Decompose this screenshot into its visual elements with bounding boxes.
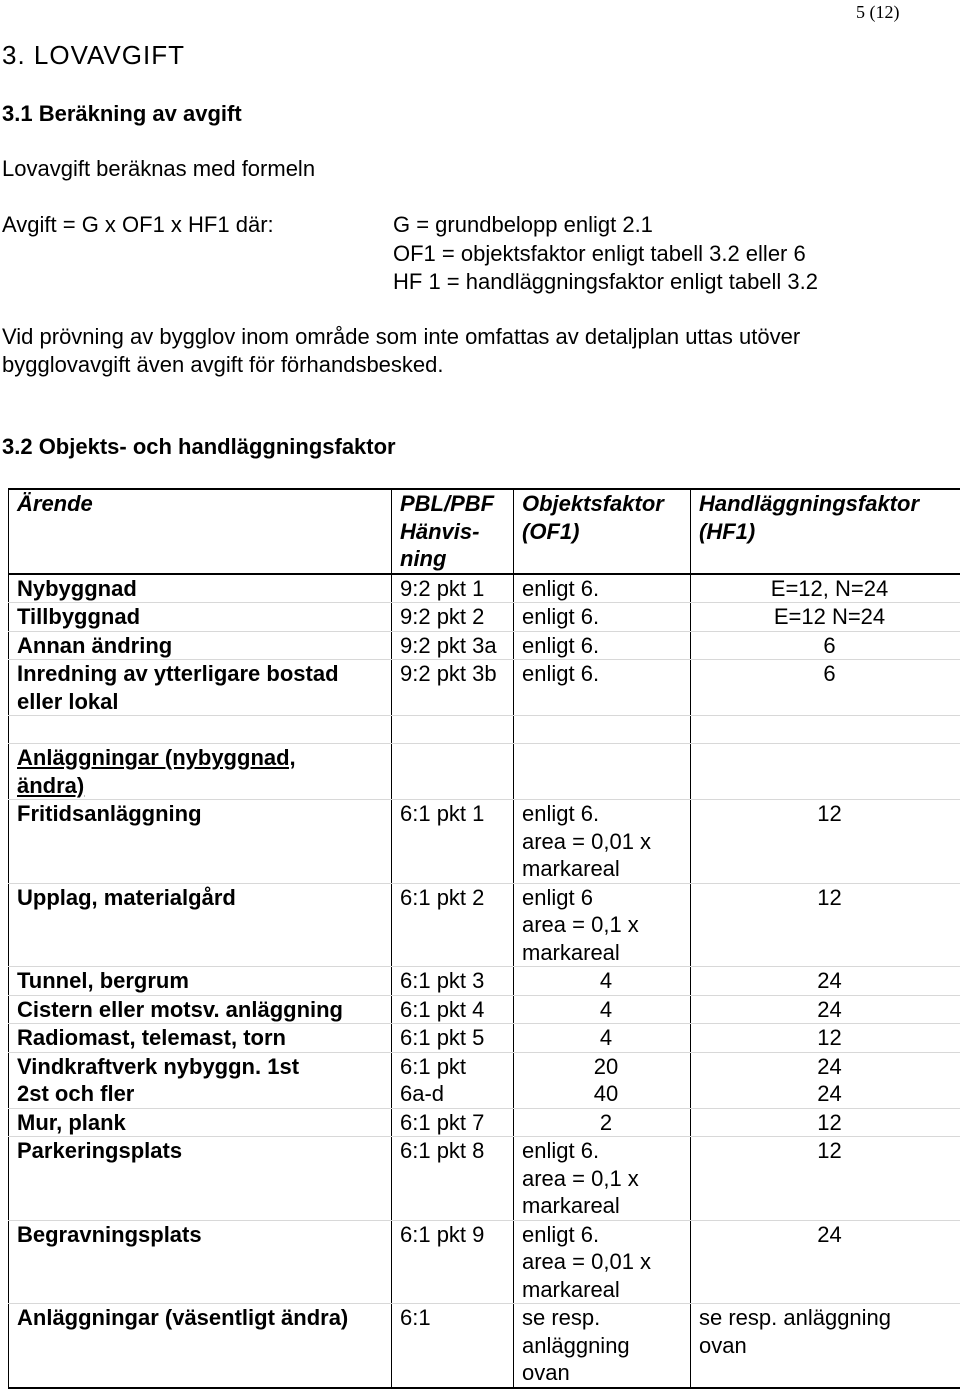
cell-pbl-line: 6:1 pkt 5 (400, 1024, 513, 1052)
cell-arende (9, 1024, 392, 1053)
cell-pbl (392, 631, 514, 660)
cell-hf1 (691, 574, 960, 603)
cell-of1 (514, 603, 691, 632)
table-row (9, 800, 960, 884)
cell-hf1-line: se resp. anläggning (699, 1304, 960, 1332)
cell-pbl-line: 6:1 pkt 9 (400, 1221, 513, 1249)
cell-of1-line: area = 0,1 x (522, 1165, 690, 1193)
cell-arende (9, 967, 392, 996)
paragraph-line-2: bygglovavgift även avgift för förhandsbesked. (2, 352, 444, 378)
cell-pbl (392, 1024, 514, 1053)
cell-arende-line: Anläggningar (nybyggnad, (17, 744, 391, 772)
cell-hf1-line: 24 (699, 1053, 960, 1081)
cell-of1-line: markareal (522, 1276, 690, 1304)
table-row (9, 995, 960, 1024)
cell-arende-line: Annan ändring (17, 632, 391, 660)
cell-hf1 (691, 800, 960, 884)
cell-of1 (514, 1220, 691, 1304)
section-title: 3. LOVAVGIFT (2, 40, 185, 71)
header-arende (9, 489, 392, 574)
cell-of1 (514, 1052, 691, 1108)
cell-pbl (392, 603, 514, 632)
cell-of1 (514, 883, 691, 967)
cell-arende (9, 631, 392, 660)
cell-of1-line: markareal (522, 939, 690, 967)
header-hf1-line: (HF1) (699, 518, 960, 546)
cell-pbl-line: 6:1 pkt 8 (400, 1137, 513, 1165)
paragraph-line-1: Vid prövning av bygglov inom område som inte omfattas av detaljplan uttas utöver (2, 324, 800, 350)
cell-of1-line: 4 (522, 1024, 690, 1052)
cell-of1-line: 20 (522, 1053, 690, 1081)
cell-of1-line: enligt 6. (522, 800, 690, 828)
page-number: 5 (12) (856, 2, 900, 23)
cell-pbl-line: 6:1 pkt (400, 1053, 513, 1081)
cell-arende (9, 800, 392, 884)
cell-arende-line: Begravningsplats (17, 1221, 391, 1249)
cell-pbl-line: 9:2 pkt 1 (400, 575, 513, 603)
cell-of1 (514, 967, 691, 996)
cell-hf1-line: 12 (699, 884, 960, 912)
cell-pbl (392, 883, 514, 967)
cell-pbl (392, 1052, 514, 1108)
header-pbl-line: Hänvis- (400, 518, 513, 546)
cell-pbl (392, 660, 514, 716)
cell-hf1 (691, 716, 960, 744)
intro-text: Lovavgift beräknas med formeln (2, 156, 315, 182)
cell-of1-line: 4 (522, 996, 690, 1024)
cell-of1 (514, 744, 691, 800)
cell-arende-line: Fritidsanläggning (17, 800, 391, 828)
cell-of1-line: se resp. (522, 1304, 690, 1332)
cell-pbl-line: 9:2 pkt 2 (400, 603, 513, 631)
cell-of1-line: area = 0,01 x (522, 828, 690, 856)
cell-arende-line: Vindkraftverk nybyggn. 1st (17, 1053, 391, 1081)
table-row (9, 1108, 960, 1137)
cell-hf1-line: 12 (699, 1024, 960, 1052)
formula-left: Avgift = G x OF1 x HF1 där: (2, 212, 274, 238)
table-row (9, 603, 960, 632)
cell-of1-line: 4 (522, 967, 690, 995)
header-pbl-line: PBL/PBF (400, 490, 513, 518)
cell-of1-line (522, 744, 690, 772)
cell-arende-line: Cistern eller motsv. anläggning (17, 996, 391, 1024)
cell-arende-line: Nybyggnad (17, 575, 391, 603)
cell-arende (9, 1220, 392, 1304)
table-row (9, 631, 960, 660)
cell-of1-line: enligt 6 (522, 884, 690, 912)
cell-of1-line: anläggning (522, 1332, 690, 1360)
cell-of1-line: enligt 6. (522, 603, 690, 631)
header-hf1 (691, 489, 960, 574)
cell-pbl (392, 1220, 514, 1304)
cell-arende (9, 660, 392, 716)
cell-arende-line: 2st och fler (17, 1080, 391, 1108)
cell-arende (9, 744, 392, 800)
cell-pbl (392, 716, 514, 744)
header-arende-line: Ärende (17, 490, 391, 518)
cell-hf1 (691, 1137, 960, 1221)
cell-pbl (392, 744, 514, 800)
cell-of1 (514, 800, 691, 884)
cell-arende-line: Tunnel, bergrum (17, 967, 391, 995)
cell-pbl-line: 6:1 pkt 4 (400, 996, 513, 1024)
cell-hf1-line: 24 (699, 967, 960, 995)
cell-of1 (514, 631, 691, 660)
cell-hf1 (691, 1220, 960, 1304)
cell-hf1-line: 24 (699, 1080, 960, 1108)
cell-arende (9, 603, 392, 632)
subsection-title-1: 3.1 Beräkning av avgift (2, 101, 242, 127)
cell-of1-line: enligt 6. (522, 1221, 690, 1249)
cell-pbl-line: 9:2 pkt 3a (400, 632, 513, 660)
cell-pbl-line: 6:1 pkt 1 (400, 800, 513, 828)
table-row (9, 716, 960, 744)
cell-arende (9, 1052, 392, 1108)
cell-hf1 (691, 883, 960, 967)
cell-pbl (392, 995, 514, 1024)
cell-hf1 (691, 603, 960, 632)
cell-pbl-line: 6:1 pkt 7 (400, 1109, 513, 1137)
cell-arende (9, 716, 392, 744)
cell-hf1-line: ovan (699, 1332, 960, 1360)
cell-hf1 (691, 660, 960, 716)
cell-arende-line: Inredning av ytterligare bostad (17, 660, 391, 688)
cell-of1 (514, 995, 691, 1024)
cell-hf1-line: 24 (699, 996, 960, 1024)
cell-arende-line: Parkeringsplats (17, 1137, 391, 1165)
header-of1 (514, 489, 691, 574)
cell-pbl (392, 1137, 514, 1221)
cell-of1-line: markareal (522, 1192, 690, 1220)
cell-hf1-line (699, 744, 960, 772)
cell-arende-line: Radiomast, telemast, torn (17, 1024, 391, 1052)
cell-hf1-line (699, 716, 960, 743)
cell-of1-line: area = 0,01 x (522, 1248, 690, 1276)
table-row (9, 967, 960, 996)
cell-of1-line: enligt 6. (522, 632, 690, 660)
cell-hf1-line: 12 (699, 1109, 960, 1137)
cell-hf1 (691, 995, 960, 1024)
cell-of1-line (522, 716, 690, 743)
cell-arende (9, 1108, 392, 1137)
table-row (9, 660, 960, 716)
cell-pbl-line: 6:1 pkt 3 (400, 967, 513, 995)
header-pbl-line: ning (400, 545, 513, 573)
cell-arende-line: Upplag, materialgård (17, 884, 391, 912)
cell-of1-line: enligt 6. (522, 575, 690, 603)
cell-pbl-line (400, 744, 513, 772)
cell-hf1 (691, 744, 960, 800)
formula-def-g: G = grundbelopp enligt 2.1 (393, 212, 653, 238)
table-row (9, 574, 960, 603)
formula-def-hf1: HF 1 = handläggningsfaktor enligt tabell 3.2 (393, 269, 818, 295)
cell-of1 (514, 660, 691, 716)
cell-hf1 (691, 1108, 960, 1137)
cell-arende (9, 1137, 392, 1221)
cell-pbl-line: 6a-d (400, 1080, 513, 1108)
cell-pbl-line: 6:1 pkt 2 (400, 884, 513, 912)
cell-hf1 (691, 631, 960, 660)
cell-hf1-line: E=12, N=24 (699, 575, 960, 603)
table-row (9, 1137, 960, 1221)
cell-pbl (392, 800, 514, 884)
header-of1-line: (OF1) (522, 518, 690, 546)
subsection-title-2: 3.2 Objekts- och handläggningsfaktor (2, 434, 396, 460)
cell-of1-line: ovan (522, 1359, 690, 1387)
cell-arende-line: Anläggningar (väsentligt ändra) (17, 1304, 391, 1332)
table-header-row (9, 489, 960, 574)
cell-hf1-line: E=12 N=24 (699, 603, 960, 631)
cell-of1-line: enligt 6. (522, 660, 690, 688)
cell-pbl-line (400, 716, 513, 743)
cell-hf1-line: 12 (699, 1137, 960, 1165)
cell-of1 (514, 1024, 691, 1053)
cell-arende-line (17, 716, 391, 743)
table-row (9, 744, 960, 800)
formula-def-of1: OF1 = objektsfaktor enligt tabell 3.2 eller 6 (393, 241, 806, 267)
cell-of1-line: markareal (522, 855, 690, 883)
header-hf1-line: Handläggningsfaktor (699, 490, 960, 518)
cell-of1-line: 2 (522, 1109, 690, 1137)
cell-hf1 (691, 1024, 960, 1053)
cell-hf1 (691, 1052, 960, 1108)
cell-of1 (514, 574, 691, 603)
cell-of1 (514, 1108, 691, 1137)
header-pbl (392, 489, 514, 574)
cell-arende (9, 883, 392, 967)
table-row (9, 1052, 960, 1108)
table-row (9, 883, 960, 967)
header-of1-line: Objektsfaktor (522, 490, 690, 518)
cell-arende-line: Tillbyggnad (17, 603, 391, 631)
cell-of1-line: area = 0,1 x (522, 911, 690, 939)
cell-hf1-line: 12 (699, 800, 960, 828)
cell-hf1-line: 6 (699, 660, 960, 688)
factor-table (8, 488, 960, 1389)
cell-pbl (392, 1108, 514, 1137)
table-row (9, 1220, 960, 1304)
cell-arende-line: eller lokal (17, 688, 391, 716)
cell-of1-line: enligt 6. (522, 1137, 690, 1165)
cell-pbl-line: 6:1 (400, 1304, 513, 1332)
cell-arende-line: Mur, plank (17, 1109, 391, 1137)
cell-pbl-line: 9:2 pkt 3b (400, 660, 513, 688)
cell-pbl (392, 574, 514, 603)
cell-of1 (514, 1137, 691, 1221)
cell-arende (9, 574, 392, 603)
cell-hf1-line: 24 (699, 1221, 960, 1249)
cell-pbl (392, 967, 514, 996)
cell-arende (9, 995, 392, 1024)
cell-hf1-line: 6 (699, 632, 960, 660)
cell-hf1 (691, 967, 960, 996)
table-row (9, 1024, 960, 1053)
cell-of1-line: 40 (522, 1080, 690, 1108)
cell-arende-line: ändra) (17, 772, 391, 800)
cell-of1 (514, 716, 691, 744)
